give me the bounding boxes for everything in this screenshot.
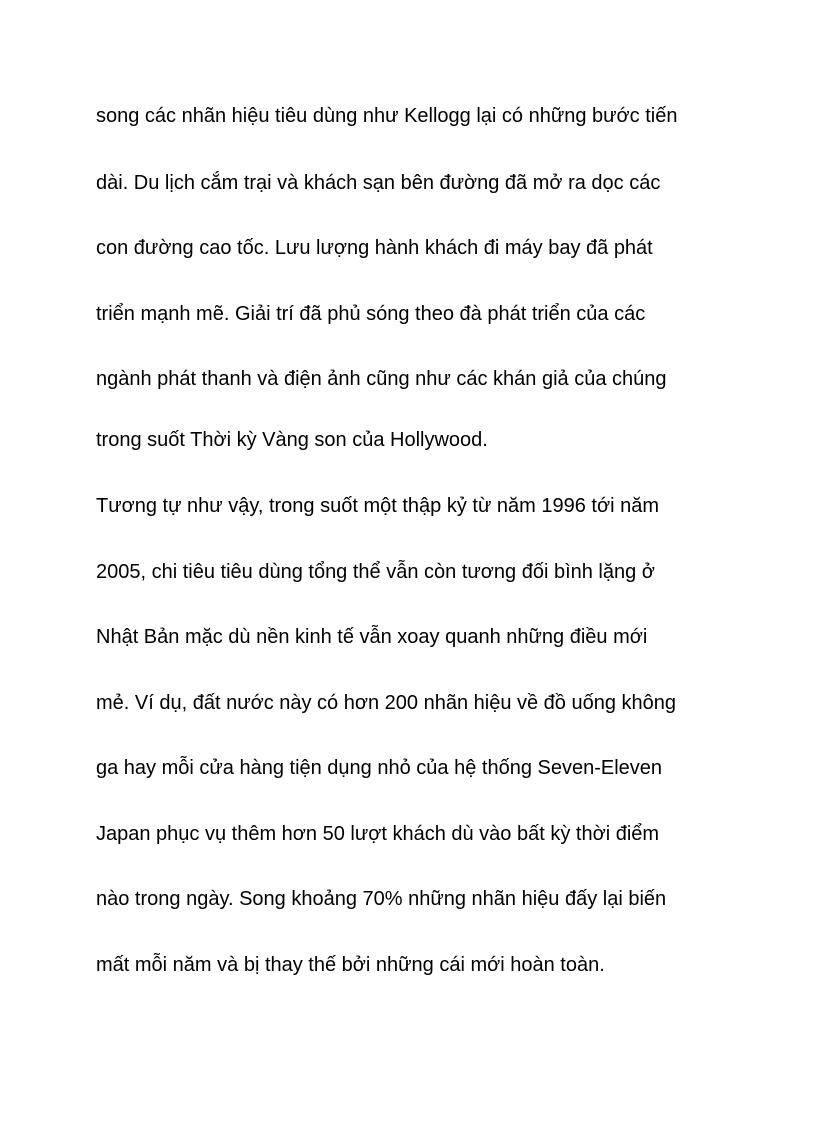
paragraph-2-line-8: mất mỗi năm và bị thay thế bởi những cái mới hoàn toàn. — [96, 954, 605, 976]
paragraph-2-line-6: Japan phục vụ thêm hơn 50 lượt khách dù vào bất kỳ thời điểm — [96, 823, 660, 845]
paragraph-2-line-2: 2005, chi tiêu tiêu dùng tổng thể vẫn còn tương đối bình lặng ở — [96, 561, 655, 583]
paragraph-1-line-5: ngành phát thanh và điện ảnh cũng như các khán giả của chúng — [96, 368, 667, 390]
paragraph-2-line-7: nào trong ngày. Song khoảng 70% những nhãn hiệu đấy lại biến — [96, 888, 667, 910]
paragraph-1-line-3: con đường cao tốc. Lưu lượng hành khách đi máy bay đã phát — [96, 237, 653, 259]
paragraph-1-line-6: trong suốt Thời kỳ Vàng son của Hollywood. — [96, 429, 488, 451]
paragraph-2-line-4: mẻ. Ví dụ, đất nước này có hơn 200 nhãn hiệu về đồ uống không — [96, 692, 677, 714]
paragraph-2-line-3: Nhật Bản mặc dù nền kinh tế vẫn xoay quanh những điều mới — [96, 626, 648, 648]
paragraph-1-line-4: triển mạnh mẽ. Giải trí đã phủ sóng theo đà phát triển của các — [96, 303, 646, 325]
paragraph-2-line-5: ga hay mỗi cửa hàng tiện dụng nhỏ của hệ thống Seven-Eleven — [96, 757, 663, 779]
paragraph-1-line-2: dài. Du lịch cắm trại và khách sạn bên đường đã mở ra dọc các — [96, 172, 661, 194]
paragraph-1-line-1: song các nhãn hiệu tiêu dùng như Kellogg lại có những bước tiến — [96, 105, 678, 127]
paragraph-2-line-1: Tương tự như vậy, trong suốt một thập kỷ từ năm 1996 tới năm — [96, 495, 659, 517]
